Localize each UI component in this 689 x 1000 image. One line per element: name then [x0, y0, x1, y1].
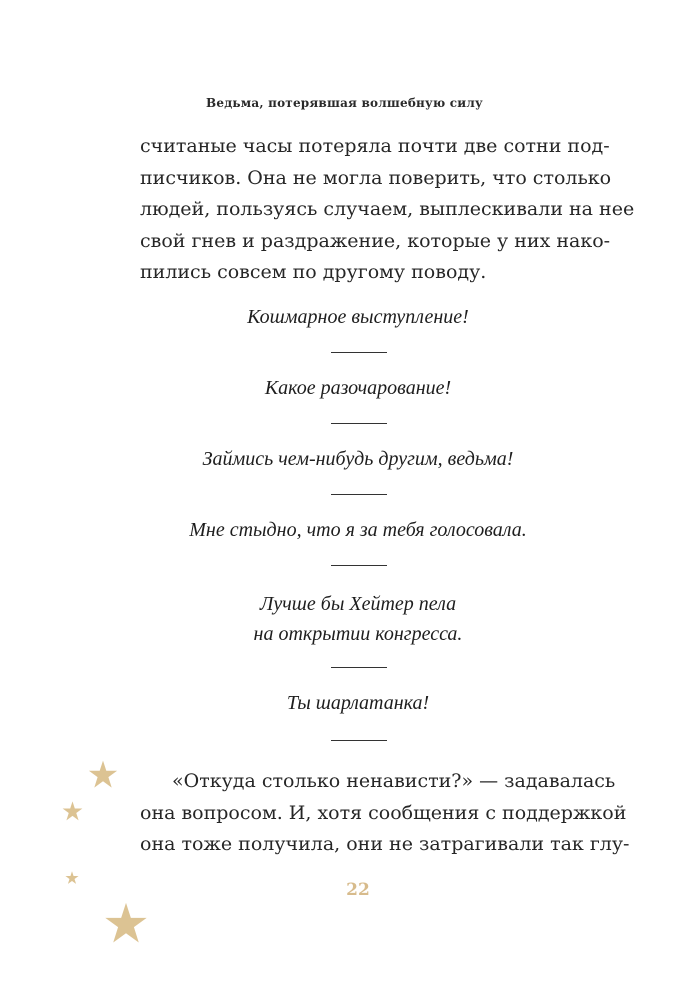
quote-divider	[331, 352, 387, 353]
quote-3: Займись чем-нибудь другим, ведьма!	[202, 448, 514, 470]
paragraph-line: она тоже получила, они не затрагивали так глу-	[140, 833, 630, 855]
paragraph-line: пились совсем по другому поводу.	[140, 261, 487, 283]
quote-1: Кошмарное выступление!	[247, 306, 469, 328]
page-number: 22	[346, 880, 370, 900]
star-icon	[65, 871, 79, 885]
quote-4: Мне стыдно, что я за тебя голосовала.	[189, 519, 527, 541]
quote-divider	[331, 565, 387, 566]
paragraph-line: считаные часы потеряла почти две сотни под-	[140, 135, 610, 157]
paragraph-line: «Откуда столько ненависти?» — задавалась	[172, 770, 616, 792]
paragraph-top	[140, 131, 635, 289]
paragraph-line: писчиков. Она не могла поверить, что столько	[140, 166, 612, 189]
paragraph-bottom	[140, 766, 630, 861]
star-icon	[88, 760, 118, 790]
paragraph-line: людей, пользуясь случаем, выплескивали на нее	[140, 198, 635, 220]
quote-2: Какое разочарование!	[264, 377, 452, 399]
quote-5-line-1: Лучше бы Хейтер пела	[259, 593, 457, 615]
quote-5-line-2: на открытии конгресса.	[253, 623, 463, 645]
quote-divider	[331, 494, 387, 495]
quote-divider	[331, 667, 387, 668]
quote-6: Ты шарлатанка!	[286, 692, 430, 714]
running-head: Ведьма, потерявшая волшебную силу	[206, 96, 483, 110]
paragraph-line: она вопросом. И, хотя сообщения с поддержкой	[140, 801, 627, 824]
star-icon	[62, 801, 83, 822]
quote-divider	[331, 423, 387, 424]
quote-divider	[331, 740, 387, 741]
paragraph-line: свой гнев и раздражение, которые у них нако-	[140, 229, 611, 252]
star-icon	[104, 902, 148, 946]
